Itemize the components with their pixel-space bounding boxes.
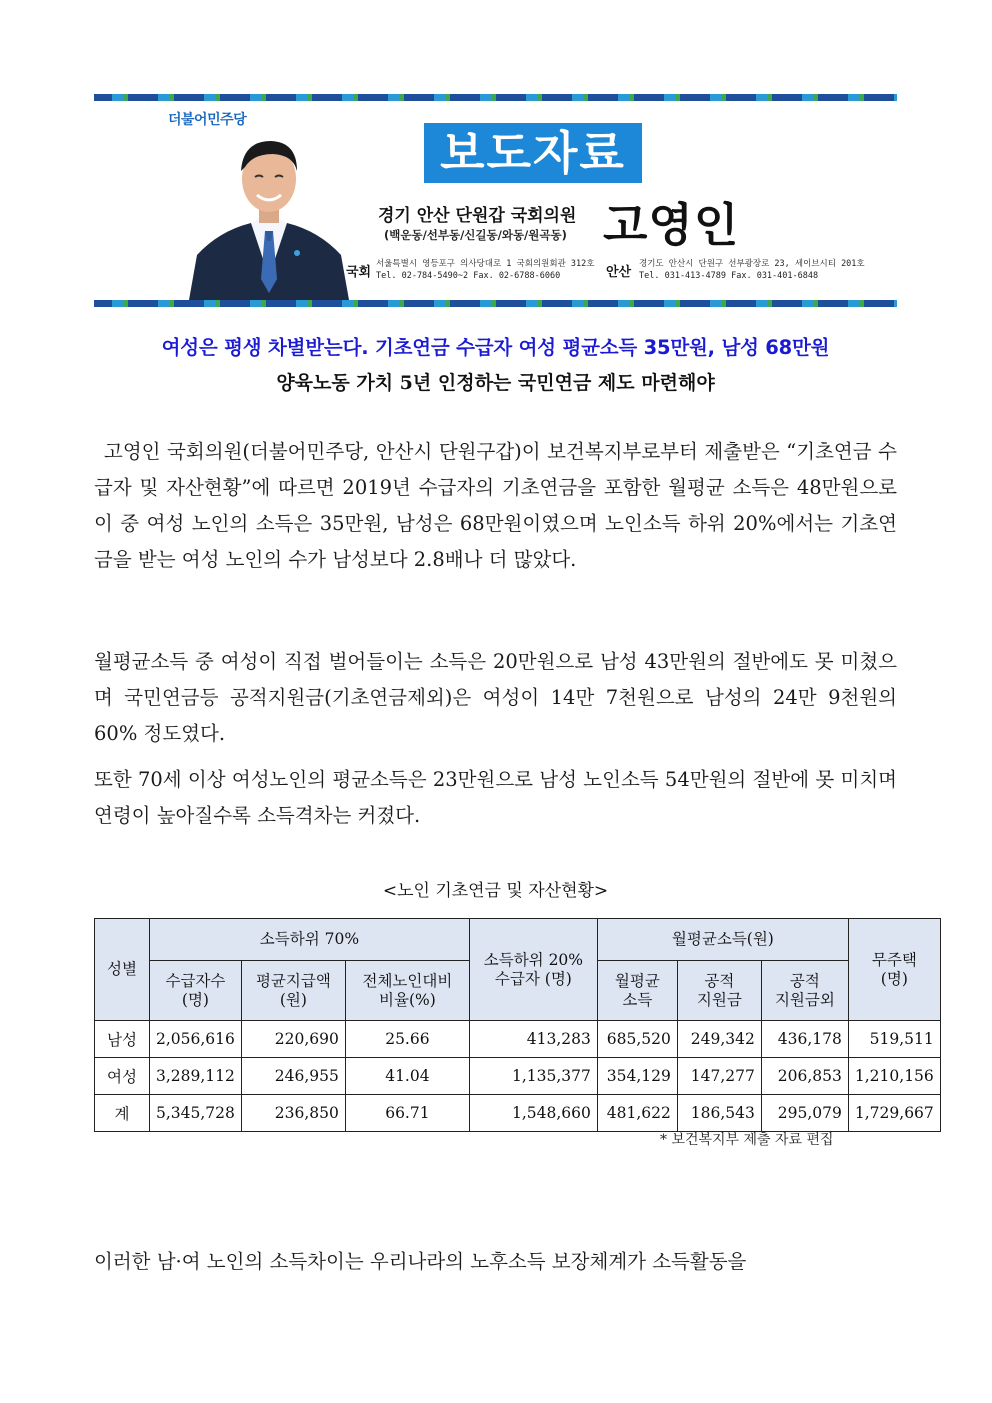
table-row	[95, 1058, 941, 1095]
header-recipients: 수급자수 (명)	[150, 961, 242, 1021]
cell-monthly-income: 481,622	[597, 1095, 677, 1132]
header-no-house: 무주택 (명)	[848, 919, 940, 1021]
cell-monthly-income: 354,129	[597, 1058, 677, 1095]
row-gender: 계	[95, 1095, 150, 1132]
header-nonpublic-support: 공적 지원금외	[761, 961, 848, 1021]
body-paragraph: 고영인 국회의원(더불어민주당, 안산시 단원구갑)이 보건복지부로부터 제출받은 “기초연금 수급자 및 자산현황”에 따르면 2019년 수급자의 기초연금을 포함한 월평균 소득은 48만원으로 이 중 여성 노인의 소득은 35만원, 남성은 68만원이였으며 노인소득 하위 20%에서는 기초연금을 받는 여성 노인의 수가 남성보다 2.8배나 더 많았다.	[94, 440, 897, 571]
cell-recipients: 2,056,616	[150, 1021, 242, 1058]
header-avg-payment: 평균지급액 (원)	[241, 961, 345, 1021]
cell-avg-payment: 220,690	[241, 1021, 345, 1058]
banner-bottom-stripe	[94, 300, 897, 307]
cell-recipients: 3,289,112	[150, 1058, 242, 1095]
lawmaker-name: 고영인	[603, 198, 740, 252]
row-gender: 남성	[95, 1021, 150, 1058]
body-paragraph: 또한 70세 이상 여성노인의 평균소득은 23만원으로 남성 노인소득 54만원의 절반에 못 미치며 연령이 높아질수록 소득격차는 커졌다.	[94, 768, 897, 827]
cell-public: 147,277	[677, 1058, 761, 1095]
party-logo-text: 더불어민주당	[168, 112, 247, 128]
district-list: (백운동/선부동/신길동/와동/원곡동)	[384, 228, 567, 242]
body-paragraph: 월평균소득 중 여성이 직접 벌어들이는 소득은 20만원으로 남성 43만원의 절반에도 못 미쳤으며 국민연금등 공적지원금(기초연금제외)은 여성이 14만 7천원으로 남성의 24만 9천원의 60% 정도였다.	[94, 650, 897, 745]
ansan-address-line: 경기도 안산시 단원구 선부광장로 23, 세이브시티 201호	[639, 259, 865, 269]
cell-public: 249,342	[677, 1021, 761, 1058]
lawmaker-photo	[189, 127, 349, 300]
cell-recipients: 5,345,728	[150, 1095, 242, 1132]
row-gender: 여성	[95, 1058, 150, 1095]
header-public-support: 공적 지원금	[677, 961, 761, 1021]
cell-ratio: 66.71	[345, 1095, 469, 1132]
cell-nonpublic: 436,178	[761, 1021, 848, 1058]
cell-public: 186,543	[677, 1095, 761, 1132]
cell-ratio: 25.66	[345, 1021, 469, 1058]
cell-no-house: 1,210,156	[848, 1058, 940, 1095]
header-gender: 성별	[95, 919, 150, 1021]
pension-table	[94, 918, 941, 1132]
constituency: 경기 안산 단원갑 국회의원	[378, 206, 577, 226]
cell-ratio: 41.04	[345, 1058, 469, 1095]
cell-income20: 1,548,660	[469, 1095, 597, 1132]
ansan-address	[639, 258, 865, 282]
subheadline: 양육노동 가치 5년 인정하는 국민연금 제도 마련해야	[276, 372, 715, 394]
cell-avg-payment: 246,955	[241, 1058, 345, 1095]
header-monthly-income: 월평균 소득	[597, 961, 677, 1021]
cell-income20: 1,135,377	[469, 1058, 597, 1095]
header-income20: 소득하위 20% 수급자 (명)	[469, 919, 597, 1021]
assembly-contact-line: Tel. 02-784-5490~2 Fax. 02-6788-6060	[376, 271, 561, 281]
cell-income20: 413,283	[469, 1021, 597, 1058]
header-ratio: 전체노인대비 비율(%)	[345, 961, 469, 1021]
header-monthly: 월평균소득(원)	[597, 919, 848, 961]
assembly-address	[376, 258, 595, 282]
press-release-title: 보도자료	[424, 123, 642, 183]
cell-nonpublic: 295,079	[761, 1095, 848, 1132]
cell-avg-payment: 236,850	[241, 1095, 345, 1132]
ansan-contact-line: Tel. 031-413-4789 Fax. 031-401-6848	[639, 271, 819, 281]
headline: 여성은 평생 차별받는다. 기초연금 수급자 여성 평균소득 35만원, 남성 68만원	[161, 336, 830, 359]
banner-top-stripe	[94, 94, 897, 101]
cell-monthly-income: 685,520	[597, 1021, 677, 1058]
assembly-address-line: 서울특별시 영등포구 의사당대로 1 국회의원회관 312호	[376, 259, 595, 269]
cell-no-house: 1,729,667	[848, 1095, 940, 1132]
table-row	[95, 1021, 941, 1058]
header-income70: 소득하위 70%	[150, 919, 470, 961]
press-release-banner	[94, 101, 897, 300]
ansan-label: 안산	[606, 265, 632, 280]
body-paragraph: 이러한 남·여 노인의 소득차이는 우리나라의 노후소득 보장체계가 소득활동을	[94, 1250, 747, 1273]
cell-no-house: 519,511	[848, 1021, 940, 1058]
cell-nonpublic: 206,853	[761, 1058, 848, 1095]
table-source-note: * 보건복지부 제출 자료 편집	[660, 1132, 834, 1148]
assembly-label: 국회	[346, 265, 372, 280]
table-row	[95, 1095, 941, 1132]
table-caption: <노인 기초연금 및 자산현황>	[382, 881, 609, 901]
